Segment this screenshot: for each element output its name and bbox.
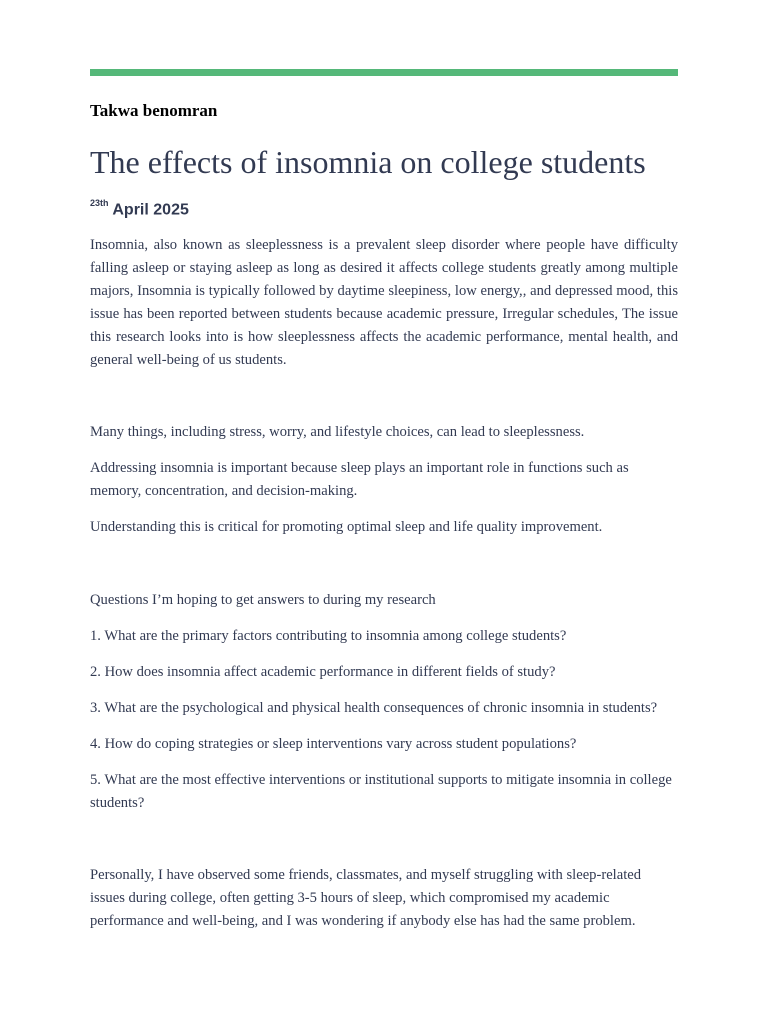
question-item xyxy=(90,733,678,756)
date-month-year: April 2025 xyxy=(112,201,189,219)
question-item xyxy=(90,661,678,684)
questions-heading: Questions I’m hoping to get answers to during my research xyxy=(90,592,436,608)
author-name: Takwa benomran xyxy=(90,101,218,120)
intro-section xyxy=(90,234,678,372)
date-day: 23th xyxy=(90,198,109,208)
intro-paragraph: Insomnia, also known as sleeplessness is a prevalent sleep disorder where people have difficulty falling asleep or staying asleep as long as desired it affects college students greatly among multiple majors, Insomnia is typically followed by daytime sleepiness, low energy,, and depressed mood, this issue has been reported between students because academic pressure, Irregular schedules, The issue this research looks into is how sleeplessness affects the academic performance, mental health, and general well-being of us students. xyxy=(90,237,678,368)
question-1: 1. What are the primary factors contributing to insomnia among college students? xyxy=(90,628,567,644)
question-item xyxy=(90,769,678,815)
causes-section xyxy=(90,421,678,444)
question-2: 2. How does insomnia affect academic performance in different fields of study? xyxy=(90,664,556,680)
personal-paragraph: Personally, I have observed some friends, classmates, and myself struggling with sleep-related issues during college, often getting 3-5 hours of sleep, which compromised my academic performance and well-being, and I was wondering if anybody else has had the same problem. xyxy=(90,867,642,929)
question-5: 5. What are the most effective interventions or institutional supports to mitigate insomnia in college students? xyxy=(90,772,672,811)
importance-section xyxy=(90,457,678,503)
document-title: The effects of insomnia on college students xyxy=(90,144,646,180)
question-4: 4. How do coping strategies or sleep interventions vary across student populations? xyxy=(90,736,577,752)
questions-heading-section xyxy=(90,589,678,612)
importance-paragraph: Addressing insomnia is important because sleep plays an important role in functions such as memory, concentration, and decision-making. xyxy=(90,460,629,499)
understanding-section xyxy=(90,516,678,539)
personal-section xyxy=(90,864,678,933)
causes-paragraph: Many things, including stress, worry, and lifestyle choices, can lead to sleeplessness. xyxy=(90,424,585,440)
question-item xyxy=(90,697,678,720)
question-item xyxy=(90,625,678,648)
header-accent-rule xyxy=(90,69,678,76)
understanding-paragraph: Understanding this is critical for promoting optimal sleep and life quality improvement. xyxy=(90,519,603,535)
document-date xyxy=(90,200,189,219)
question-3: 3. What are the psychological and physical health consequences of chronic insomnia in students? xyxy=(90,700,658,716)
